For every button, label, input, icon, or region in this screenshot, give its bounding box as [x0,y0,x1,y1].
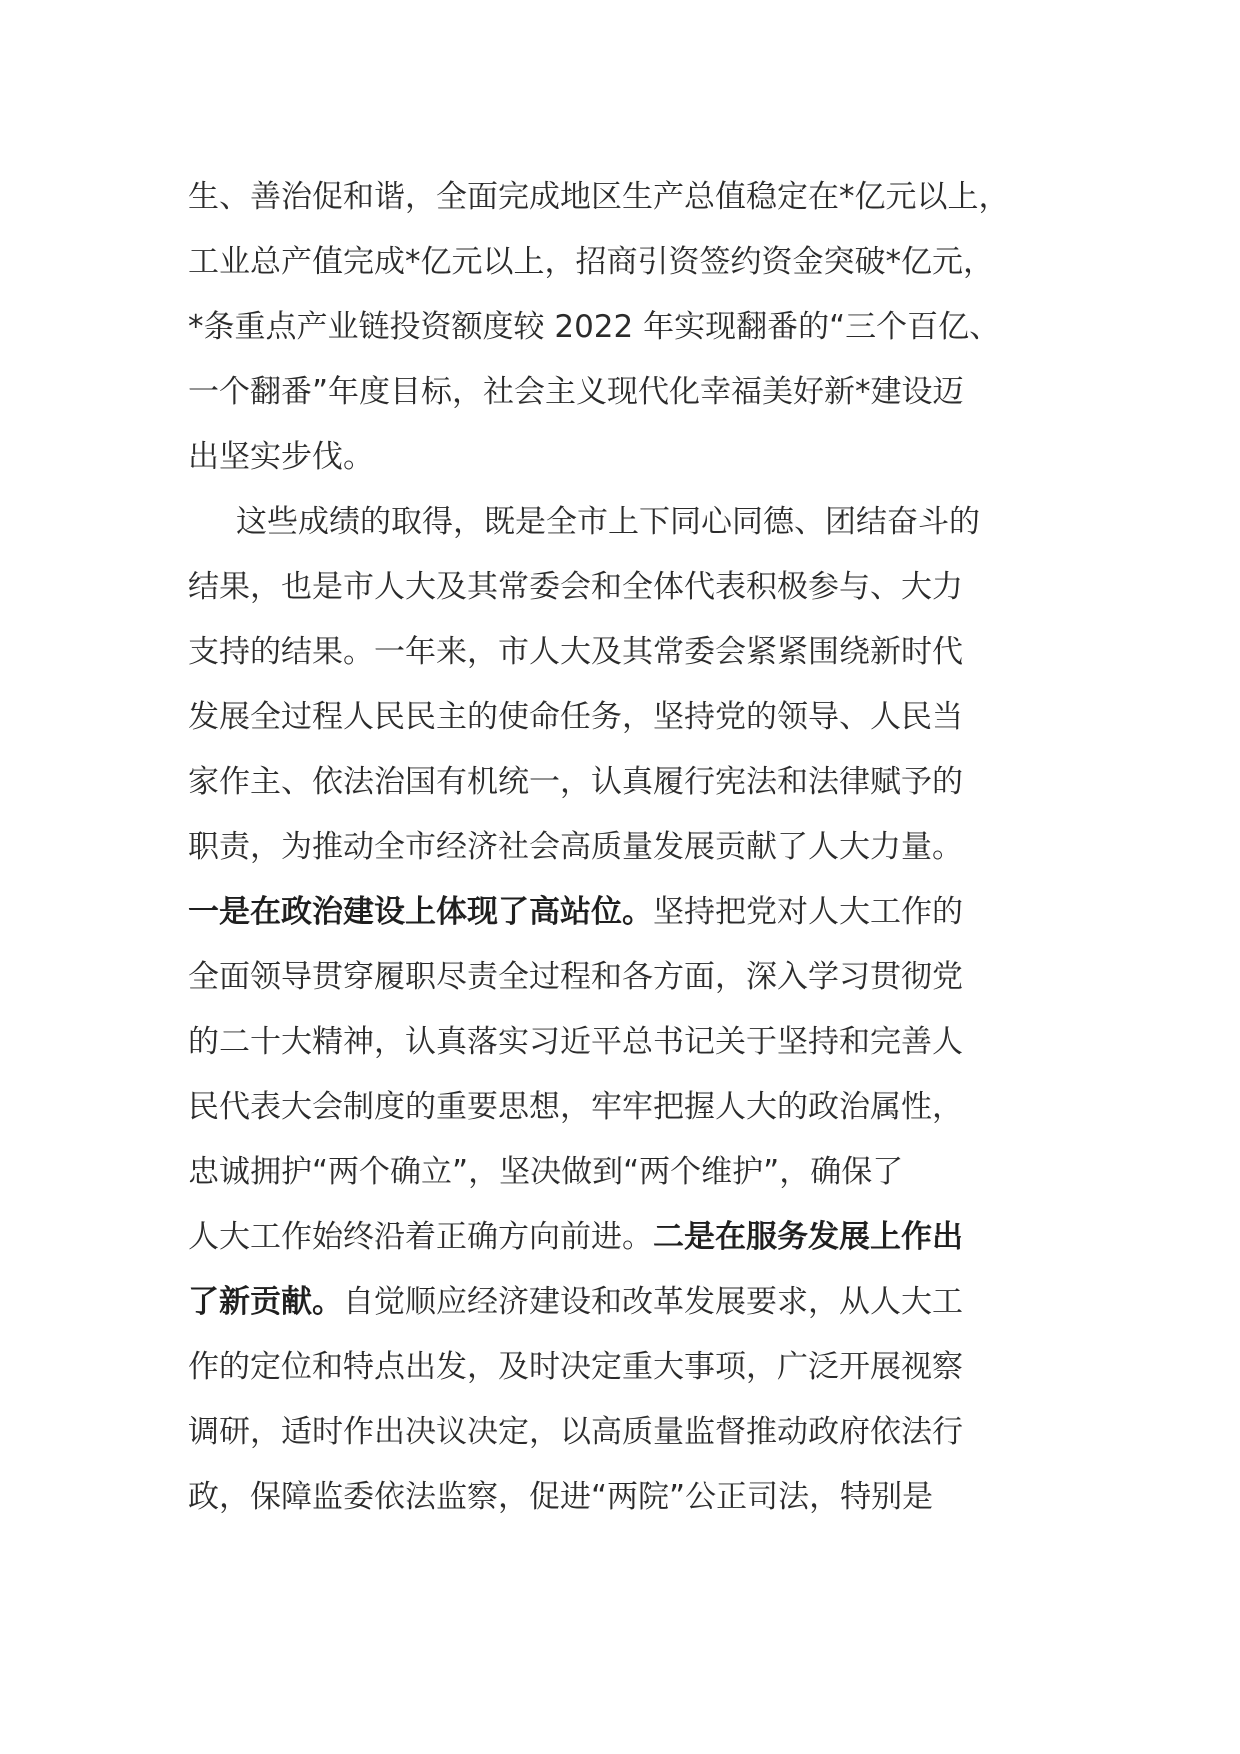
text-line: 的二十大精神，认真落实习近平总书记关于坚持和完善人 [188,1024,963,1060]
text-line: 结果，也是市人大及其常委会和全体代表积极参与、大力 [188,569,963,605]
text-line: *条重点产业链投资额度较 2022 年实现翻番的“三个百亿、 [188,309,1001,345]
text-line: 支持的结果。一年来，市人大及其常委会紧紧围绕新时代 [188,634,963,670]
text-line: 全面领导贯穿履职尽责全过程和各方面，深入学习贯彻党 [188,959,963,995]
text-line: 工业总产值完成*亿元以上，招商引资签约资金突破*亿元， [188,244,994,280]
paragraph-2 [188,490,1058,1530]
text-line: 调研，适时作出决议决定，以高质量监督推动政府依法行 [188,1414,963,1450]
text-line: 作的定位和特点出发，及时决定重大事项，广泛开展视察 [188,1349,963,1385]
text-line: 民代表大会制度的重要思想，牢牢把握人大的政治属性， [188,1089,963,1125]
text-run: 自觉顺应经济建设和改革发展要求，从人大工 [343,1284,963,1320]
text-line: 生、善治促和谐，全面完成地区生产总值稳定在*亿元以上， [188,179,1010,215]
text-line [188,1270,1058,1335]
text-line: 职责，为推动全市经济社会高质量发展贡献了人大力量。 [188,829,963,865]
text-line: 这些成绩的取得，既是全市上下同心同德、团结奋斗的 [236,504,980,540]
text-line: 家作主、依法治国有机统一，认真履行宪法和法律赋予的 [188,764,963,800]
document-body [188,165,1058,1530]
text-line: 政，保障监委依法监察，促进“两院”公正司法，特别是 [188,1479,934,1515]
bold-heading-two: 二是在服务发展上作出 [653,1219,963,1255]
bold-heading-one: 一是在政治建设上体现了高站位。 [188,894,653,930]
text-line [188,880,1058,945]
text-line: 一个翻番”年度目标，社会主义现代化幸福美好新*建设迈 [188,374,964,410]
text-line: 发展全过程人民民主的使命任务，坚持党的领导、人民当 [188,699,963,735]
text-line: 出坚实步伐。 [188,439,374,475]
text-line: 忠诚拥护“两个确立”，坚决做到“两个维护”，确保了 [188,1154,904,1190]
paragraph-1 [188,165,1058,490]
text-run: 坚持把党对人大工作的 [653,894,963,930]
text-run: 人大工作始终沿着正确方向前进。 [188,1219,653,1255]
bold-heading-two-end: 了新贡献。 [188,1284,343,1320]
text-line [188,1205,1058,1270]
